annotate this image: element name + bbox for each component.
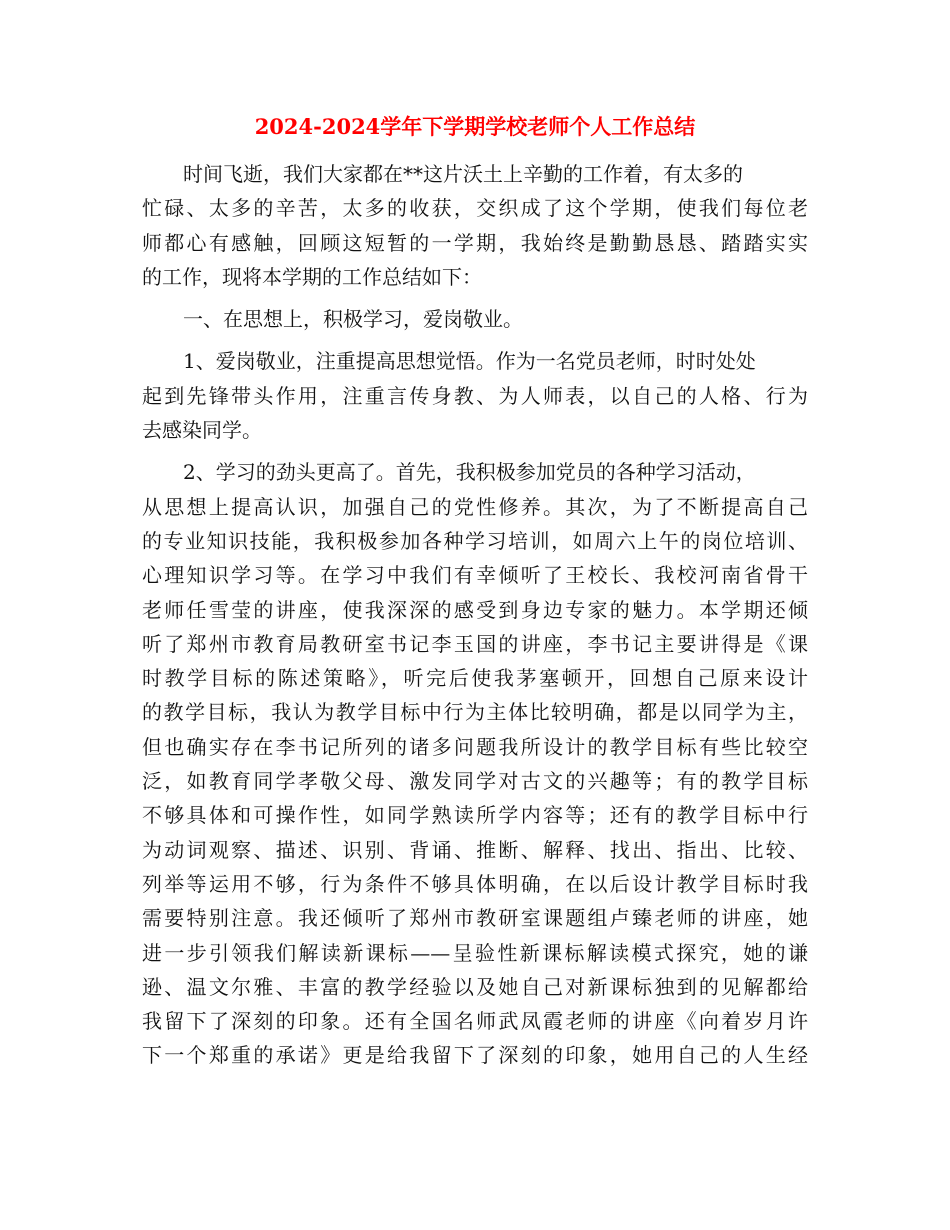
paragraph-line: 下一个郑重的承诺》更是给我留下了深刻的印象，她用自己的人生经 <box>142 1043 808 1068</box>
paragraph-line: 师都心有感触，回顾这短暂的一学期，我始终是勤勤恳恳、踏踏实实 <box>142 230 808 255</box>
paragraph-line: 列举等运用不够，行为条件不够具体明确，在以后设计教学目标时我 <box>142 871 808 896</box>
document-body <box>142 157 808 1073</box>
paragraph-item-2 <box>142 455 808 1072</box>
paragraph-line: 我留下了深刻的印象。还有全国名师武凤霞老师的讲座《向着岁月许 <box>142 1009 808 1034</box>
section-heading <box>142 302 808 336</box>
paragraph-line: 一、在思想上，积极学习，爱岗敬业。 <box>183 307 523 332</box>
paragraph-line: 的工作，现将本学期的工作总结如下： <box>142 264 482 289</box>
paragraph-line: 时教学目标的陈述策略》，听完后使我茅塞顿开，回想自己原来设计 <box>142 666 808 691</box>
paragraph-intro <box>142 157 808 294</box>
paragraph-line: 逊、温文尔雅、丰富的教学经验以及她自己对新课标独到的见解都给 <box>142 974 808 999</box>
paragraph-line: 老师任雪莹的讲座，使我深深的感受到身边专家的魅力。本学期还倾 <box>142 597 808 622</box>
paragraph-line: 进一步引领我们解读新课标——呈验性新课标解读模式探究，她的谦 <box>142 940 808 965</box>
paragraph-line: 2、学习的劲头更高了。首先，我积极参加党员的各种学习活动， <box>183 460 756 485</box>
paragraph-line: 听了郑州市教育局教研室书记李玉国的讲座，李书记主要讲得是《课 <box>142 631 808 656</box>
paragraph-line: 起到先锋带头作用，注重言传身教、为人师表，以自己的人格、行为 <box>142 383 808 408</box>
paragraph-line: 忙碌、太多的辛苦，太多的收获，交织成了这个学期，使我们每位老 <box>142 196 808 221</box>
document-title: 2024-2024学年下学期学校老师个人工作总结 <box>254 114 696 139</box>
paragraph-line: 去感染同学。 <box>142 418 262 443</box>
paragraph-line: 从思想上提高认识，加强自己的党性修养。其次，为了不断提高自己 <box>142 494 808 519</box>
paragraph-line: 时间飞逝，我们大家都在**这片沃土上辛勤的工作着，有太多的 <box>183 162 743 186</box>
paragraph-item-1 <box>142 344 808 447</box>
paragraph-line: 需要特别注意。我还倾听了郑州市教研室课题组卢臻老师的讲座，她 <box>142 906 808 931</box>
paragraph-line: 心理知识学习等。在学习中我们有幸倾听了王校长、我校河南省骨干 <box>142 563 808 588</box>
paragraph-line: 1、爱岗敬业，注重提高思想觉悟。作为一名党员老师，时时处处 <box>183 349 756 374</box>
paragraph-line: 的教学目标，我认为教学目标中行为主体比较明确，都是以同学为主， <box>142 700 808 725</box>
paragraph-line: 不够具体和可操作性，如同学熟读所学内容等；还有的教学目标中行 <box>142 803 808 828</box>
paragraph-line: 但也确实存在李书记所列的诸多问题我所设计的教学目标有些比较空 <box>142 734 808 759</box>
paragraph-line: 泛，如教育同学孝敬父母、激发同学对古文的兴趣等；有的教学目标 <box>142 769 808 794</box>
paragraph-line: 的专业知识技能，我积极参加各种学习培训，如周六上午的岗位培训、 <box>142 528 808 553</box>
paragraph-line: 为动词观察、描述、识别、背诵、推断、解释、找出、指出、比较、 <box>142 837 808 862</box>
